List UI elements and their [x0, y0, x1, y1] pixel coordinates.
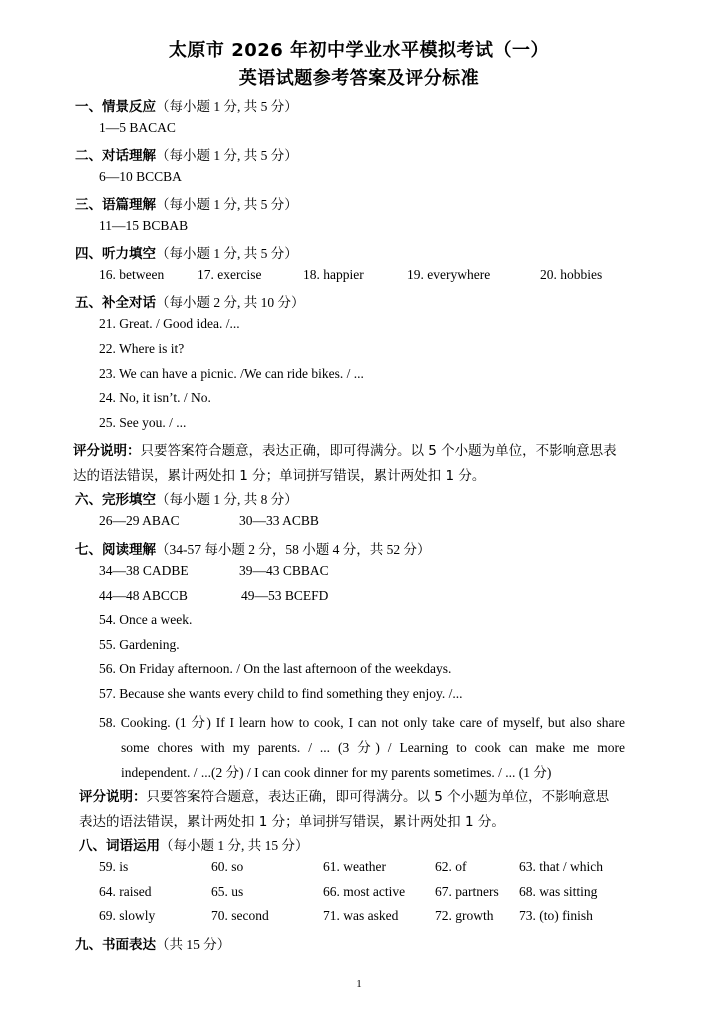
section-5-grading-line-2: 达的语法错误，累计两处扣 1 分；单词拼写错误，累计两处扣 1 分。: [73, 468, 486, 484]
answer-30-33: 30—33 ACBB: [239, 513, 319, 528]
answer-58-line-1: 58. Cooking. (1 分) If I learn how to cook, I can not only take care of myself, but also share: [99, 715, 625, 730]
section-7-grading-line-1: [79, 785, 609, 805]
answer-57: 57. Because she wants every child to find something they enjoy. /...: [99, 686, 463, 701]
answer-17: 17. exercise: [197, 267, 262, 282]
section-7-grading-line-2: 表达的语法错误，累计两处扣 1 分；单词拼写错误，累计两处扣 1 分。: [79, 814, 505, 830]
section-7-heading: [75, 538, 431, 558]
section-7-title: 七、阅读理解: [75, 542, 156, 558]
answer-70: 70. second: [211, 908, 269, 923]
section-9-heading: [75, 933, 230, 953]
answer-60: 60. so: [211, 859, 244, 874]
answer-20: 20. hobbies: [540, 267, 603, 282]
section-4-heading: [75, 242, 298, 262]
section-8-title: 八、词语运用: [79, 838, 160, 854]
answer-18: 18. happier: [303, 267, 364, 282]
section-1-heading: [75, 95, 298, 115]
answer-68: 68. was sitting: [519, 884, 598, 899]
page-subtitle: 英语试题参考答案及评分标准: [238, 68, 480, 89]
section-5-grading-text-1: 只要答案符合题意，表达正确，即可得满分。以 5 个小题为单位，不影响意思表: [140, 443, 617, 459]
answer-16: 16. between: [99, 267, 165, 282]
section-7-grading-text-1: 只要答案符合题意，表达正确，即可得满分。以 5 个小题为单位，不影响意思: [146, 789, 610, 805]
answer-58-line-2: some chores with my parents. / ... (3 分) / Learning to cook can make me more: [121, 740, 625, 755]
answer-73: 73. (to) finish: [519, 908, 593, 923]
section-5-title: 五、补全对话: [75, 295, 156, 311]
answer-26-29: 26—29 ABAC: [99, 513, 180, 528]
section-5-note: （每小题 2 分, 共 10 分）: [156, 295, 305, 310]
section-6-title: 六、完形填空: [75, 492, 156, 508]
answer-25: 25. See you. / ...: [99, 415, 187, 430]
answer-71: 71. was asked: [323, 908, 399, 923]
section-1-note: （每小题 1 分, 共 5 分）: [156, 99, 298, 114]
section-8-heading: [79, 834, 309, 854]
section-2-note: （每小题 1 分, 共 5 分）: [156, 148, 298, 163]
section-5-heading: [75, 291, 305, 311]
answer-39-43: 39—43 CBBAC: [239, 563, 329, 578]
answer-65: 65. us: [211, 884, 244, 899]
answer-62: 62. of: [435, 859, 467, 874]
answer-21: 21. Great. / Good idea. /...: [99, 316, 240, 331]
answer-66: 66. most active: [323, 884, 406, 899]
section-5-grading-line-1: [73, 439, 625, 459]
answer-24: 24. No, it isn’t. / No.: [99, 390, 211, 405]
section-4-note: （每小题 1 分, 共 5 分）: [156, 246, 298, 261]
section-6-note: （每小题 1 分, 共 8 分）: [156, 492, 298, 507]
answer-55: 55. Gardening.: [99, 637, 180, 652]
section-2-heading: [75, 144, 298, 164]
section-8-note: （每小题 1 分, 共 15 分）: [160, 838, 309, 853]
section-7-grading-label: 评分说明：: [79, 789, 147, 805]
answer-56: 56. On Friday afternoon. / On the last afternoon of the weekdays.: [99, 661, 452, 676]
section-1-answer: 1—5 BACAC: [99, 120, 176, 135]
answer-54: 54. Once a week.: [99, 612, 193, 627]
section-9-note: （共 15 分）: [156, 937, 231, 952]
answer-67: 67. partners: [435, 884, 499, 899]
answer-58-line-3: independent. / ...(2 分) / I can cook dinner for my parents sometimes. / ... (1 分): [121, 765, 552, 780]
section-7-note: （34-57 每小题 2 分，58 小题 4 分，共 52 分）: [156, 542, 431, 557]
answer-69: 69. slowly: [99, 908, 156, 923]
section-3-heading: [75, 193, 298, 213]
answer-44-48: 44—48 ABCCB: [99, 588, 188, 603]
answer-72: 72. growth: [435, 908, 494, 923]
section-3-note: （每小题 1 分, 共 5 分）: [156, 197, 298, 212]
answer-49-53: 49—53 BCEFD: [241, 588, 329, 603]
page-title: 太原市 2026 年初中学业水平模拟考试（一）: [168, 40, 550, 61]
section-1-title: 一、情景反应: [75, 99, 156, 115]
answer-59: 59. is: [99, 859, 129, 874]
section-6-heading: [75, 488, 298, 508]
answer-34-38: 34—38 CADBE: [99, 563, 189, 578]
answer-19: 19. everywhere: [407, 267, 491, 282]
answer-23: 23. We can have a picnic. /We can ride bikes. / ...: [99, 366, 364, 381]
page-number: 1: [356, 978, 362, 990]
section-2-title: 二、对话理解: [75, 148, 156, 164]
section-3-title: 三、语篇理解: [75, 197, 156, 213]
section-4-title: 四、听力填空: [75, 246, 156, 262]
section-3-answer: 11—15 BCBAB: [99, 218, 189, 233]
section-9-title: 九、书面表达: [75, 937, 156, 953]
answer-63: 63. that / which: [519, 859, 603, 874]
section-5-grading-label: 评分说明：: [73, 443, 141, 459]
section-2-answer: 6—10 BCCBA: [99, 169, 182, 184]
answer-61: 61. weather: [323, 859, 386, 874]
answer-64: 64. raised: [99, 884, 152, 899]
answer-22: 22. Where is it?: [99, 341, 185, 356]
